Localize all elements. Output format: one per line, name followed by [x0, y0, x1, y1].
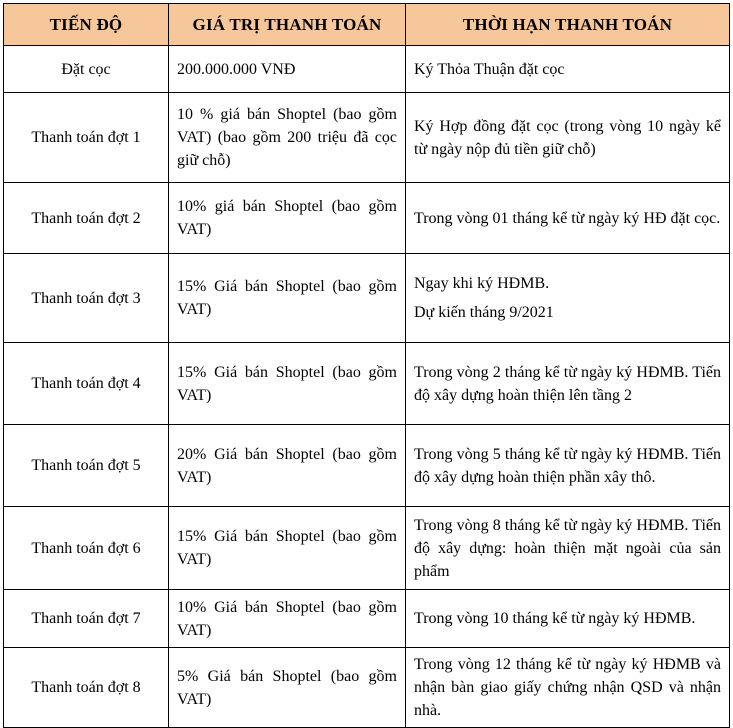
term-cell: Trong vòng 8 tháng kể từ ngày ký HĐMB. Tiến độ xây dựng: hoàn thiện mặt ngoài của sản phẩm: [406, 507, 730, 590]
term-cell: Ký Thỏa Thuận đặt cọc: [406, 46, 730, 93]
header-stage: TIẾN ĐỘ: [4, 4, 169, 46]
term-line: Ngay khi ký HĐMB.: [414, 275, 550, 292]
table-row: [4, 648, 730, 728]
stage-cell: Đặt cọc: [4, 46, 169, 93]
term-cell: Trong vòng 01 tháng kể từ ngày ký HĐ đặt cọc.: [406, 183, 730, 254]
term-cell: Ký Hợp đồng đặt cọc (trong vòng 10 ngày kể từ ngày nộp đủ tiền giữ chỗ): [406, 93, 730, 183]
term-cell: Trong vòng 12 tháng kể từ ngày ký HĐMB và nhận bàn giao giấy chứng nhận QSD và nhận nhà.: [406, 648, 730, 728]
stage-cell: Thanh toán đợt 2: [4, 183, 169, 254]
table-row: [4, 590, 730, 648]
table-row: [4, 93, 730, 183]
term-line: Dự kiến tháng 9/2021: [414, 304, 554, 321]
stage-cell: Thanh toán đợt 5: [4, 425, 169, 507]
value-cell: 15% Giá bán Shoptel (bao gồm VAT): [169, 507, 406, 590]
value-cell: 20% Giá bán Shoptel (bao gồm VAT): [169, 425, 406, 507]
stage-cell: Thanh toán đợt 8: [4, 648, 169, 728]
value-cell: 15% Giá bán Shoptel (bao gồm VAT): [169, 343, 406, 425]
value-cell: 10% giá bán Shoptel (bao gồm VAT): [169, 183, 406, 254]
value-cell: 200.000.000 VNĐ: [169, 46, 406, 93]
header-row: [4, 4, 730, 46]
stage-cell: Thanh toán đợt 6: [4, 507, 169, 590]
stage-cell: Thanh toán đợt 4: [4, 343, 169, 425]
stage-cell: Thanh toán đợt 7: [4, 590, 169, 648]
value-cell: 10 % giá bán Shoptel (bao gồm VAT) (bao gồm 200 triệu đã cọc giữ chỗ): [169, 93, 406, 183]
table-row: [4, 46, 730, 93]
table-row: [4, 425, 730, 507]
table-row: [4, 183, 730, 254]
header-payment-value: GIÁ TRỊ THANH TOÁN: [169, 4, 406, 46]
table-row: [4, 507, 730, 590]
term-cell: Trong vòng 10 tháng kể từ ngày ký HĐMB.: [406, 590, 730, 648]
table-row: [4, 343, 730, 425]
stage-cell: Thanh toán đợt 3: [4, 254, 169, 343]
header-payment-term: THỜI HẠN THANH TOÁN: [406, 4, 730, 46]
value-cell: 15% Giá bán Shoptel (bao gồm VAT): [169, 254, 406, 343]
value-cell: 10% Giá bán Shoptel (bao gồm VAT): [169, 590, 406, 648]
term-cell: [406, 254, 730, 343]
stage-cell: Thanh toán đợt 1: [4, 93, 169, 183]
term-cell: Trong vòng 5 tháng kể từ ngày ký HĐMB. Tiến độ xây dựng hoàn thiện phần xây thô.: [406, 425, 730, 507]
payment-schedule-table: [3, 3, 730, 728]
table-row: [4, 254, 730, 343]
term-cell: Trong vòng 2 tháng kể từ ngày ký HĐMB. Tiến độ xây dựng hoàn thiện lên tầng 2: [406, 343, 730, 425]
value-cell: 5% Giá bán Shoptel (bao gồm VAT): [169, 648, 406, 728]
